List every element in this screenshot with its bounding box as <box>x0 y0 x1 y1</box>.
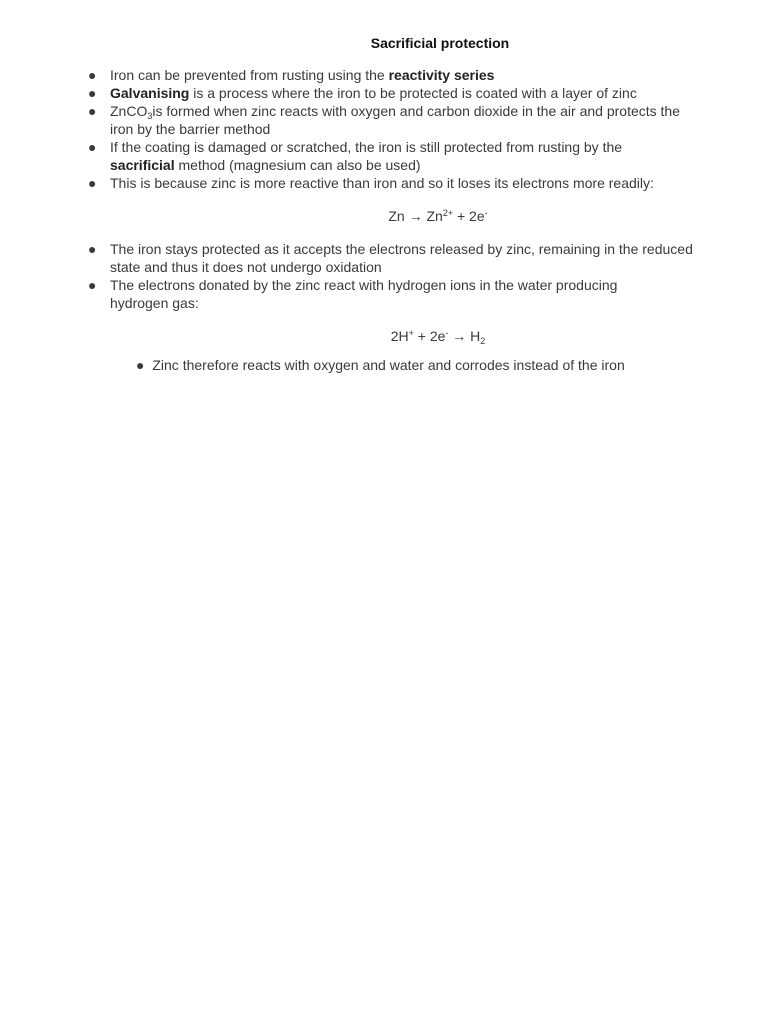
list-item-continuation: hydrogen gas: <box>110 295 199 311</box>
list-item-continuation: state and thus it does not undergo oxidation <box>110 259 382 275</box>
page-title: Sacrificial protection <box>370 35 510 51</box>
bullet-icon: ● <box>88 139 97 155</box>
list-item-text: Iron can be prevented from rusting using the <box>110 67 389 83</box>
equation-hydrogen-reduction: $2H^+ + 2e^- \to H_2$ <box>390 328 486 346</box>
list-item-bold: reactivity series <box>388 67 495 83</box>
bullet-list-explanation <box>88 240 728 312</box>
list-item <box>88 276 728 312</box>
list-item <box>88 84 728 102</box>
bullet-icon: ● <box>88 85 97 101</box>
list-item-bold: sacrificial <box>110 157 175 173</box>
list-item-continuation: sacrificial method (magnesium can also be used) <box>110 157 421 173</box>
list-item <box>88 102 728 138</box>
list-item-text: If the coating is damaged or scratched, the iron is still protected from rusting by the <box>110 139 623 155</box>
bullet-icon: ● <box>88 241 97 257</box>
bullet-icon: ● <box>88 175 97 191</box>
list-item-text: This is because zinc is more reactive than iron and so it loses its electrons more readily: <box>110 175 654 191</box>
bullet-icon: ● <box>88 67 97 83</box>
list-item <box>88 240 728 276</box>
list-item <box>88 66 728 84</box>
bullet-icon: ● <box>88 103 97 119</box>
list-item-text: The electrons donated by the zinc react with hydrogen ions in the water producing <box>110 277 618 293</box>
equation-zinc-oxidation: $Zn \to Zn^{2+} + 2e^-$ <box>388 208 488 224</box>
final-point-text: Zinc therefore reacts with oxygen and water and corrodes instead of the iron <box>152 357 625 373</box>
list-item <box>88 174 728 192</box>
final-bullet-point <box>136 356 736 374</box>
bullet-icon: ● <box>88 277 97 293</box>
bullet-icon: ● <box>136 357 145 373</box>
bullet-list-intro <box>88 66 728 192</box>
list-item-continuation: iron by the barrier method <box>110 121 271 137</box>
list-item-bold: Galvanising <box>110 85 190 101</box>
list-item-text: is formed when zinc reacts with oxygen and carbon dioxide in the air and protects the <box>152 103 680 119</box>
chemical-formula: ZnCO$_3$ <box>110 103 153 121</box>
list-item <box>88 138 728 174</box>
list-item-text: The iron stays protected as it accepts the electrons released by zinc, remaining in the reduced <box>110 241 693 257</box>
list-item-text: is a process where the iron to be protected is coated with a layer of zinc <box>189 85 637 101</box>
